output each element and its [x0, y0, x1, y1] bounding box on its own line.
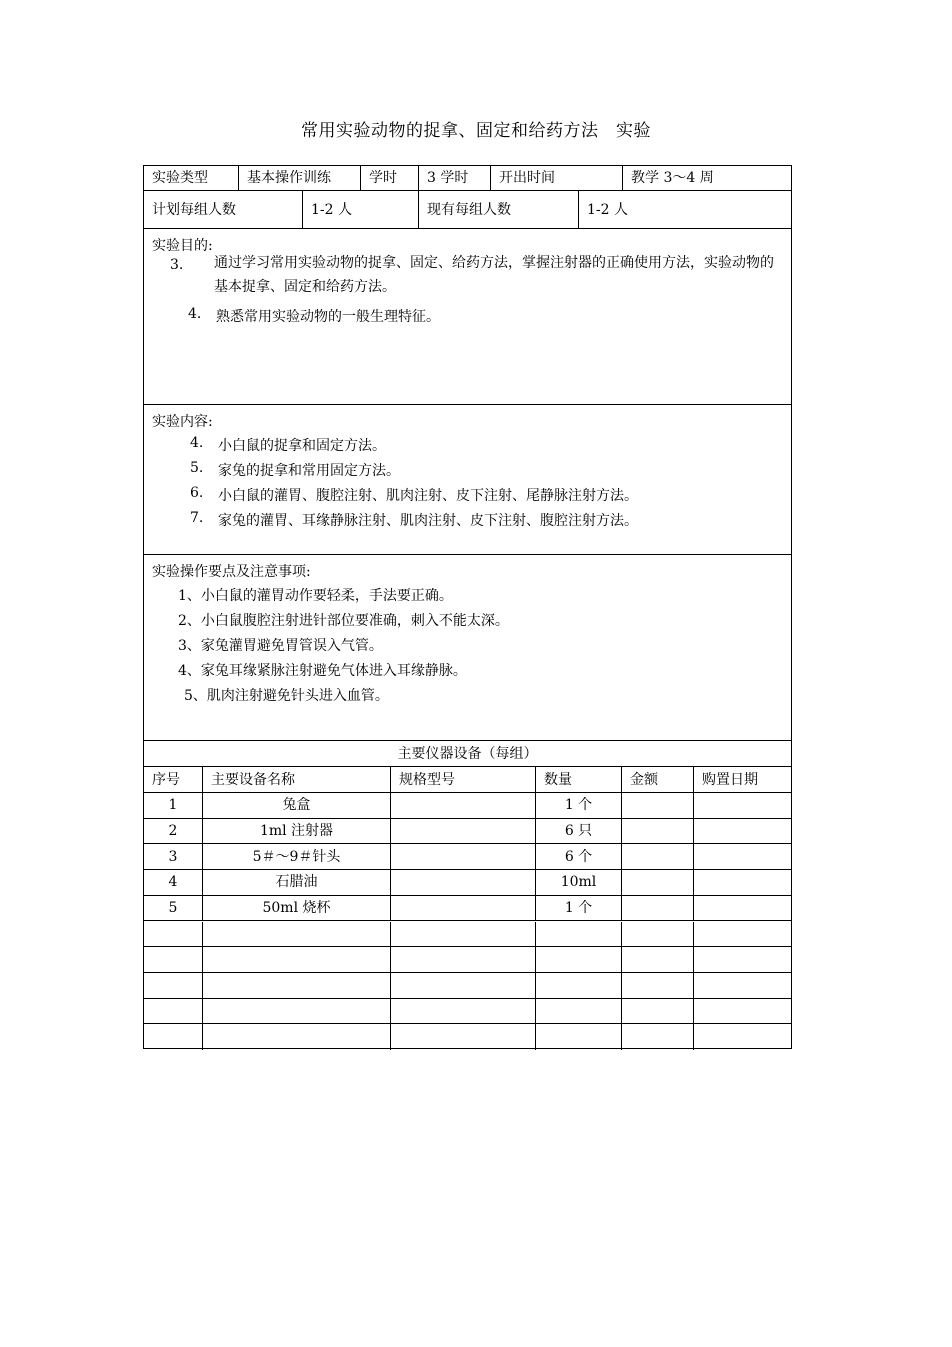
cell-index — [144, 922, 202, 947]
equipment-heading: 主要仪器设备（每组） — [397, 745, 538, 762]
purpose-item-num: 4. — [188, 306, 202, 322]
cell-spec — [390, 896, 535, 921]
cell-name: 1ml 注射器 — [202, 819, 390, 844]
equipment-row — [144, 973, 791, 999]
equipment-heading-row — [144, 741, 791, 767]
cell-spec — [390, 973, 535, 998]
col-header: 主要设备名称 — [202, 767, 390, 792]
type-label: 实验类型 — [152, 170, 208, 186]
content-item-text: 小白鼠的捉拿和固定方法。 — [218, 438, 386, 454]
cell-spec — [390, 922, 535, 947]
purpose-heading: 实验目的: — [152, 238, 213, 254]
cell-index: 5 — [168, 900, 178, 917]
cell-amount — [621, 896, 693, 921]
equipment-row — [144, 870, 791, 896]
col-header: 金额 — [621, 767, 693, 792]
equipment-row — [144, 793, 791, 819]
cell-amount — [621, 999, 693, 1024]
note-item: 3、家兔灌胃避免胃管误入气管。 — [178, 638, 383, 654]
cell-amount — [621, 870, 693, 895]
equipment-row — [144, 819, 791, 845]
cell-spec — [390, 1024, 535, 1050]
cell-quantity — [535, 1024, 621, 1050]
cell-date — [693, 819, 791, 844]
cell-amount — [621, 973, 693, 998]
cell-name: 石腊油 — [202, 870, 390, 895]
cell-date — [693, 1024, 791, 1050]
cell-index: 2 — [168, 823, 178, 840]
cell-index — [144, 947, 202, 972]
hours-label: 学时 — [360, 166, 418, 190]
cell-date — [693, 844, 791, 869]
cell-date — [693, 870, 791, 895]
start-value: 教学 3～4 周 — [622, 166, 791, 190]
cell-date — [693, 896, 791, 921]
content-item-num: 5. — [190, 460, 204, 476]
col-header: 规格型号 — [390, 767, 535, 792]
cell-quantity — [535, 973, 621, 998]
cell-quantity: 1 个 — [535, 793, 621, 818]
cell-amount — [621, 819, 693, 844]
cell-name — [202, 1024, 390, 1050]
purpose-item-text: 通过学习常用实验动物的捉拿、固定、给药方法，掌握注射器的正确使用方法，实验动物的基本捉拿、固定和给药方法。 — [214, 255, 774, 295]
cell-quantity — [535, 947, 621, 972]
content-item-num: 6. — [190, 485, 204, 501]
note-item: 1、小白鼠的灌胃动作要轻柔，手法要正确。 — [178, 588, 453, 604]
purpose-item-text: 熟悉常用实验动物的一般生理特征。 — [216, 309, 440, 325]
cell-index — [144, 973, 202, 998]
equipment-row — [144, 896, 791, 922]
cell-spec — [390, 870, 535, 895]
note-item: 5、肌肉注射避免针头进入血管。 — [184, 688, 389, 704]
cell-name — [202, 922, 390, 947]
hours-value: 3 学时 — [418, 166, 490, 190]
plan-value: 1-2 人 — [302, 191, 418, 228]
cell-name: 50ml 烧杯 — [202, 896, 390, 921]
cell-name — [202, 973, 390, 998]
cell-date — [693, 973, 791, 998]
cell-amount — [621, 1024, 693, 1050]
type-value: 基本操作训练 — [238, 166, 360, 190]
cell-date — [693, 793, 791, 818]
equipment-row — [144, 844, 791, 870]
current-value: 1-2 人 — [578, 191, 791, 228]
equipment-row — [144, 999, 791, 1025]
content-item-num: 4. — [190, 435, 204, 451]
notes-section — [144, 555, 791, 741]
cell-quantity — [535, 922, 621, 947]
cell-spec — [390, 947, 535, 972]
cell-quantity: 6 只 — [535, 819, 621, 844]
purpose-section — [144, 229, 791, 405]
cell-amount — [621, 922, 693, 947]
cell-name: 5＃～9＃针头 — [202, 844, 390, 869]
cell-index: 4 — [168, 874, 178, 891]
content-section — [144, 405, 791, 555]
cell-name — [202, 999, 390, 1024]
cell-name — [202, 947, 390, 972]
document-title: 常用实验动物的捉拿、固定和给药方法 实验 — [301, 121, 651, 141]
equipment-header-row — [144, 767, 791, 793]
current-label: 现有每组人数 — [418, 191, 578, 228]
cell-date — [693, 947, 791, 972]
col-header: 数量 — [535, 767, 621, 792]
cell-spec — [390, 819, 535, 844]
cell-quantity: 10ml — [535, 870, 621, 895]
note-item: 4、家兔耳缘紧脉注射避免气体进入耳缘静脉。 — [178, 663, 467, 679]
cell-date — [693, 999, 791, 1024]
content-item-text: 家兔的捉拿和常用固定方法。 — [218, 463, 400, 479]
cell-date — [693, 922, 791, 947]
equipment-row — [144, 947, 791, 973]
cell-amount — [621, 793, 693, 818]
cell-amount — [621, 844, 693, 869]
content-item-text: 小白鼠的灌胃、腹腔注射、肌肉注射、皮下注射、尾静脉注射方法。 — [218, 488, 638, 504]
equipment-row — [144, 922, 791, 948]
notes-heading: 实验操作要点及注意事项: — [152, 564, 311, 580]
col-header: 购置日期 — [693, 767, 791, 792]
equipment-row — [144, 1024, 791, 1050]
cell-index — [144, 999, 202, 1024]
content-item-text: 家兔的灌胃、耳缘静脉注射、肌肉注射、皮下注射、腹腔注射方法。 — [218, 513, 638, 529]
content-heading: 实验内容: — [152, 414, 213, 430]
plan-label: 计划每组人数 — [152, 201, 236, 218]
cell-spec — [390, 793, 535, 818]
content-item-num: 7. — [190, 510, 204, 526]
cell-index — [144, 1024, 202, 1050]
cell-amount — [621, 947, 693, 972]
note-item: 2、小白鼠腹腔注射进针部位要准确，刺入不能太深。 — [178, 613, 509, 629]
info-row-1 — [144, 166, 791, 191]
cell-quantity: 6 个 — [535, 844, 621, 869]
start-label: 开出时间 — [490, 166, 622, 190]
cell-name: 兔盒 — [202, 793, 390, 818]
cell-quantity — [535, 999, 621, 1024]
info-row-2 — [144, 191, 791, 229]
cell-spec — [390, 999, 535, 1024]
cell-index: 1 — [168, 797, 178, 814]
col-header: 序号 — [152, 771, 180, 788]
cell-index: 3 — [168, 848, 178, 865]
cell-quantity: 1 个 — [535, 896, 621, 921]
experiment-table — [143, 165, 792, 1049]
purpose-item-num: 3. — [170, 257, 184, 273]
cell-spec — [390, 844, 535, 869]
